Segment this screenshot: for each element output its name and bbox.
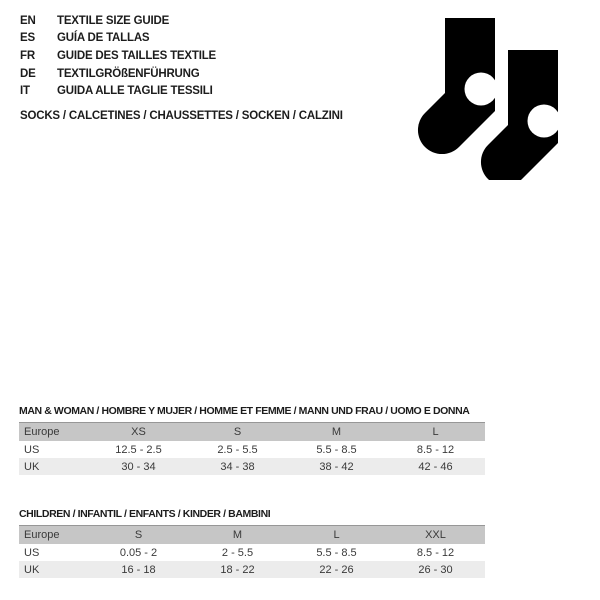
table-row-uk <box>19 458 485 475</box>
column-header: XXL <box>386 526 485 545</box>
size-cell: 8.5 - 12 <box>416 546 455 559</box>
size-cell: 42 - 46 <box>418 460 453 473</box>
language-label: GUIDA ALLE TAGLIE TESSILI <box>57 85 213 98</box>
language-label: TEXTILGRÖßENFÜHRUNG <box>57 67 200 80</box>
column-header: XS <box>89 423 188 442</box>
size-cell: 12.5 - 2.5 <box>115 443 162 456</box>
table-title: MAN & WOMAN / HOMBRE Y MUJER / HOMME ET FEMME / MANN UND FRAU / UOMO E DONNA <box>19 405 470 417</box>
column-header: L <box>287 526 386 545</box>
language-row-de <box>20 65 216 83</box>
language-label: TEXTILE SIZE GUIDE <box>57 14 170 27</box>
language-label: GUÍA DE TALLAS <box>57 32 150 45</box>
table-row-us <box>19 544 485 561</box>
socks-icon <box>405 8 565 180</box>
size-table-man-woman <box>19 405 485 475</box>
size-cell: 38 - 42 <box>319 460 354 473</box>
size-cell: 2.5 - 5.5 <box>217 443 258 456</box>
language-row-es <box>20 30 216 48</box>
table-header-row <box>19 526 485 545</box>
language-row-en <box>20 12 216 30</box>
size-cell: 0.05 - 2 <box>119 546 158 559</box>
language-code: IT <box>20 85 30 98</box>
row-label: UK <box>24 563 40 576</box>
column-header: S <box>188 423 287 442</box>
table-title: CHILDREN / INFANTIL / ENFANTS / KINDER / BAMBINI <box>19 508 271 520</box>
size-cell: 26 - 30 <box>418 563 453 576</box>
row-label: US <box>24 443 40 456</box>
category-line: SOCKS / CALCETINES / CHAUSSETTES / SOCKEN / CALZINI <box>20 110 343 122</box>
size-cell: 5.5 - 8.5 <box>316 443 357 456</box>
language-code: EN <box>20 14 36 27</box>
column-header: M <box>188 526 287 545</box>
row-label: US <box>24 546 40 559</box>
table-row-uk <box>19 561 485 578</box>
column-header: M <box>287 423 386 442</box>
sock-back <box>418 18 498 154</box>
size-table <box>19 525 485 578</box>
language-row-it <box>20 82 216 100</box>
size-cell: 30 - 34 <box>121 460 156 473</box>
size-cell: 18 - 22 <box>220 563 255 576</box>
size-cell: 8.5 - 12 <box>416 443 455 456</box>
size-cell: 2 - 5.5 <box>221 546 254 559</box>
language-row-fr <box>20 47 216 65</box>
column-header: L <box>386 423 485 442</box>
table-header-row <box>19 423 485 442</box>
size-table-children <box>19 508 485 578</box>
column-header: S <box>89 526 188 545</box>
size-table <box>19 422 485 475</box>
language-code: DE <box>20 67 36 80</box>
row-label: UK <box>24 460 40 473</box>
language-code: FR <box>20 49 35 62</box>
language-label: GUIDE DES TAILLES TEXTILE <box>57 49 216 62</box>
size-cell: 34 - 38 <box>220 460 255 473</box>
table-row-us <box>19 441 485 458</box>
size-cell: 16 - 18 <box>121 563 156 576</box>
language-code: ES <box>20 32 35 45</box>
size-cell: 22 - 26 <box>319 563 354 576</box>
column-header: Europe <box>19 526 89 545</box>
column-header: Europe <box>19 423 89 442</box>
language-list <box>20 12 216 100</box>
size-cell: 5.5 - 8.5 <box>316 546 357 559</box>
